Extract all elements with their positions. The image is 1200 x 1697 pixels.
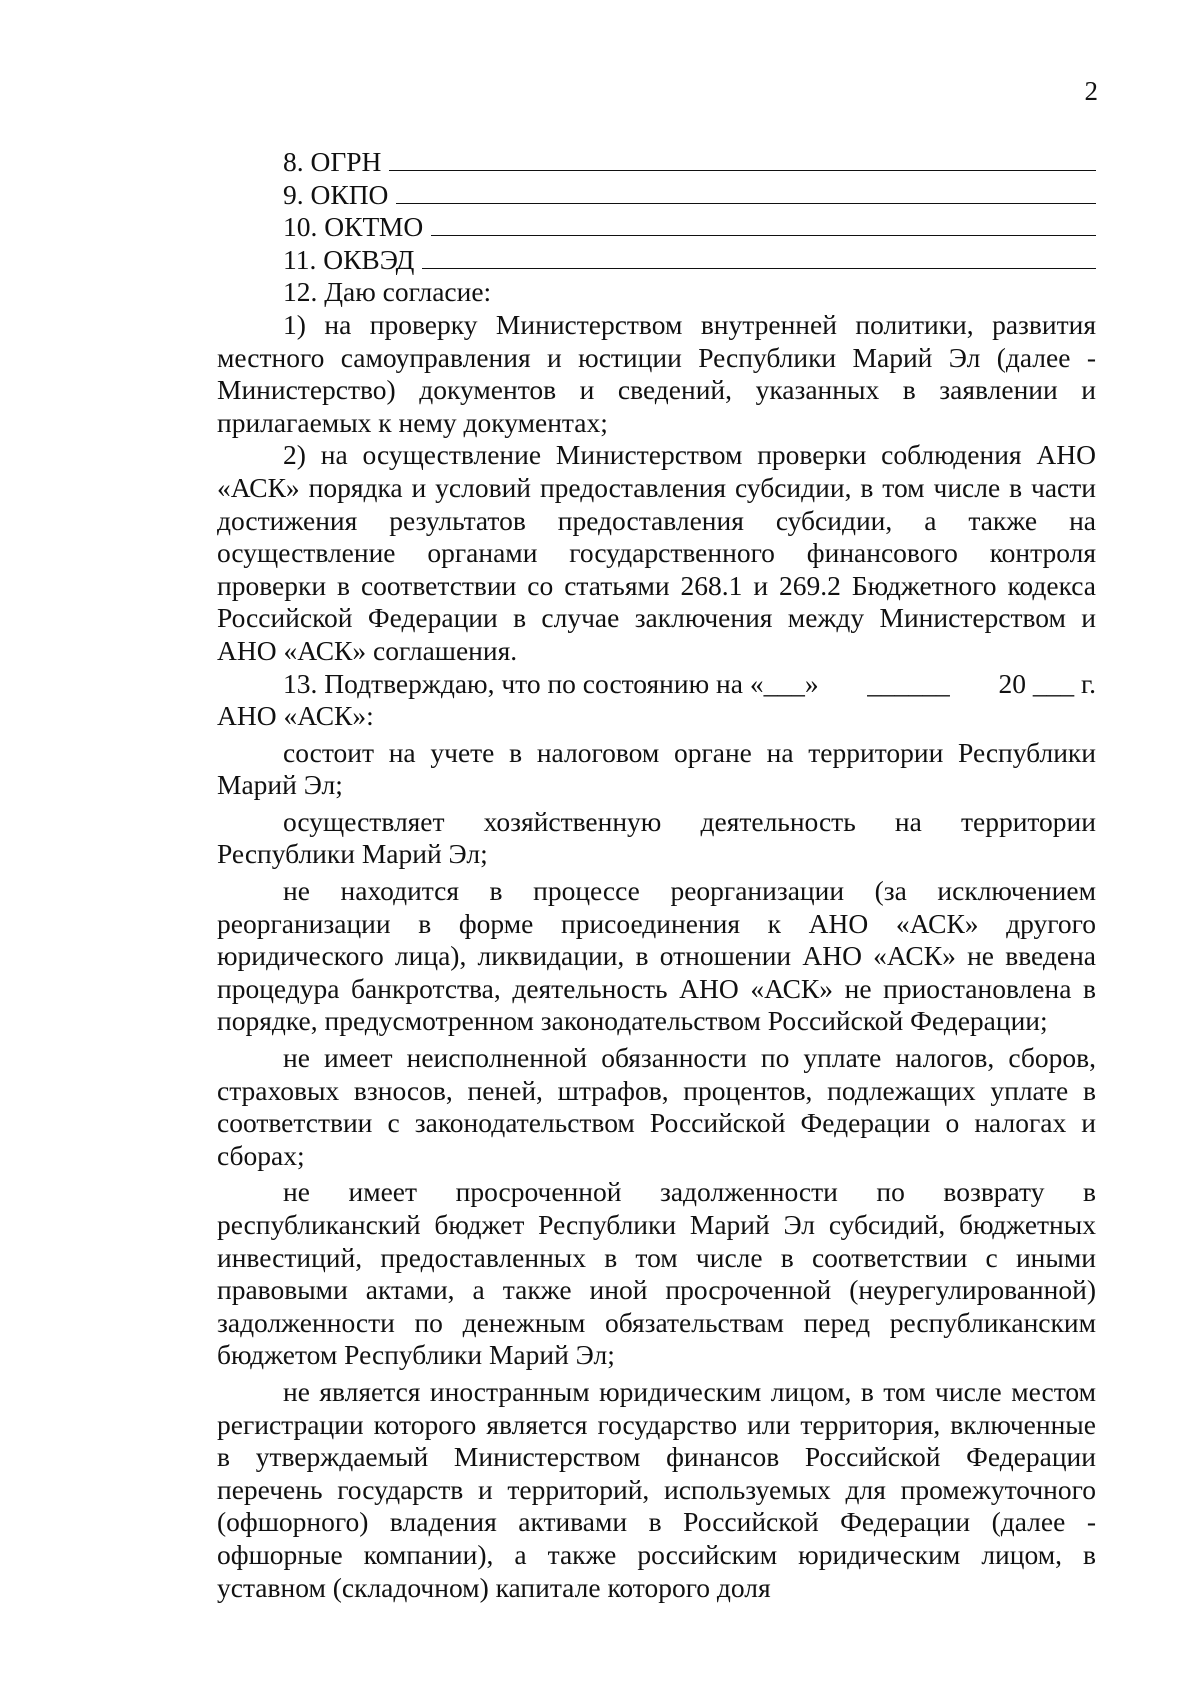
consent-heading: 12. Даю согласие: — [283, 276, 492, 308]
confirm-year: 20 ___ г. — [991, 667, 1096, 699]
field-label: 10. ОКТМО — [283, 211, 424, 243]
confirm-subject: АНО «АСК»: — [217, 700, 374, 732]
field-label: 11. ОКВЭД — [283, 243, 415, 275]
consent-item: 2) на осуществление Министерством проверки соблюдения АНО «АСК» порядка и условий предоставления субсидии, в том числе в части достижения результатов предоставления субсидии, а также на осуществление органами государственного финансового контроля проверки в соответствии со статьями 268.1 и 269.2 Бюджетного кодекса Российской Федерации в случае заключения между Министерством и АНО «АСК» соглашения. — [217, 439, 1096, 666]
field-blank-line[interactable] — [431, 213, 1096, 236]
confirm-text: 13. Подтверждаю, что по состоянию на «___» — [283, 667, 826, 699]
page-number: 2 — [1084, 76, 1098, 106]
field-label: 8. ОГРН — [283, 146, 382, 177]
field-ogrn — [217, 146, 1096, 179]
statement-item: не находится в процессе реорганизации (за исключением реорганизации в форме присоединения к АНО «АСК» другого юридического лица), ликвидации, в отношении АНО «АСК» не введена процедура банкротства, деятельность АНО «АСК» не приостановлена в порядке, предусмотренном законодательством Российской Федерации; — [217, 875, 1096, 1037]
field-okved — [217, 244, 1096, 277]
field-label: 9. ОКПО — [283, 178, 389, 210]
statement-item: осуществляет хозяйственную деятельность на территории Республики Марий Эл; — [217, 805, 1096, 870]
field-blank-line[interactable] — [389, 148, 1096, 171]
statement-item: состоит на учете в налоговом органе на территории Республики Марий Эл; — [217, 736, 1096, 801]
consent-item: 1) на проверку Министерством внутренней политики, развития местного самоуправления и юстиции Республики Марий Эл (далее - Министерство) документов и сведений, указанных в заявлении и прилагаемых к нему документах; — [217, 308, 1096, 438]
field-okpo — [217, 179, 1096, 212]
document-body — [217, 146, 1096, 1604]
field-oktmo — [217, 211, 1096, 244]
statement-item: не является иностранным юридическим лицом, в том числе местом регистрации которого является государство или территория, включенные в утверждаемый Министерством финансов Российской Федерации перечень государств и территорий, используемых для промежуточного (офшорного) владения активами в Российской Федерации (далее - офшорные компании), а также российским юридическим лицом, в уставном (складочном) капитале которого доля — [217, 1375, 1096, 1603]
confirmation-line — [217, 668, 1096, 701]
confirm-month-blank: ______ — [867, 667, 950, 699]
statement-item: не имеет неисполненной обязанности по уплате налогов, сборов, страховых взносов, пеней, штрафов, процентов, подлежащих уплате в соответствии с законодательством Российской Федерации о налогах и сборах; — [217, 1042, 1096, 1171]
field-blank-line[interactable] — [396, 181, 1096, 204]
field-blank-line[interactable] — [422, 246, 1096, 269]
statement-item: не имеет просроченной задолженности по возврату в республиканский бюджет Республики Марий Эл субсидий, бюджетных инвестиций, предоставленных в том числе в соответствии с иными правовыми актами, а также иной просроченной (неурегулированной) задолженности по денежным обязательствам перед республиканским бюджетом Республики Марий Эл; — [217, 1176, 1096, 1371]
